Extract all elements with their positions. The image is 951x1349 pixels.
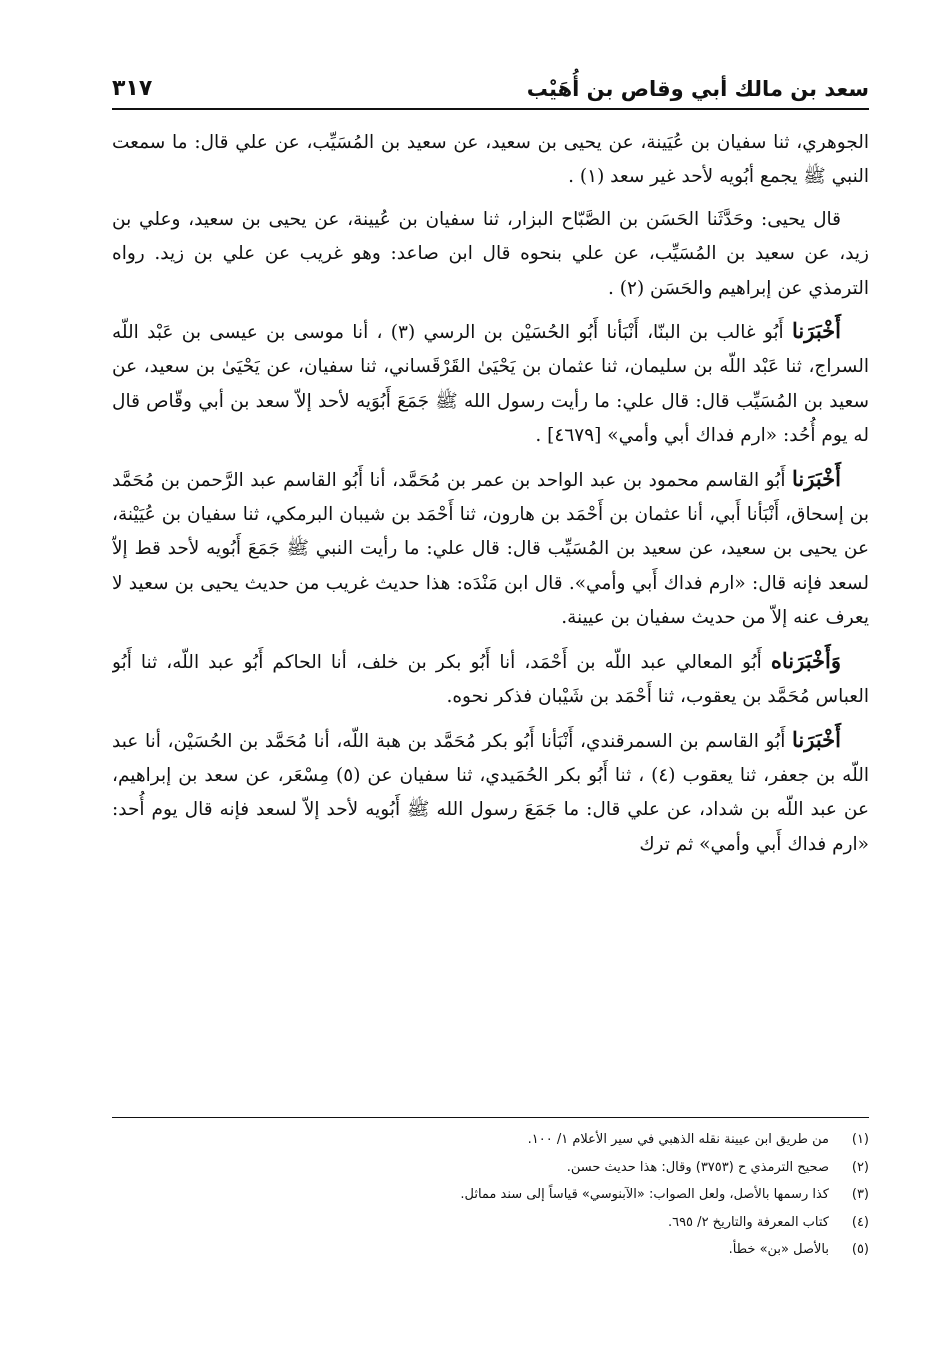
paragraph: [112, 723, 869, 863]
page-number: ٣١٧: [112, 76, 153, 101]
footnote: [112, 1181, 869, 1209]
paragraph-text: أَبُو القاسم محمود بن عبد الواحد بن عمر بن مُحَمَّد، أنا أَبُو القاسم عبد الرَّحمن بن مُحَمَّد بن إسحاق، أَنْبَأنا أَبي، أنا عثمان بن أَحْمَد بن هارون، ثنا أَحْمَد بن شيبان البرمكي، ثنا سفيان بن عُيَيْنة، عن يحيى بن سعيد، عن سعيد بن المُسَيِّب قال: قال علي: ما رأيت النبي ﷺ جَمَعَ أَبُويه لأحد قط إلاّ لسعد فإنه قال: «ارم فداك أَبي وأمي». قال ابن مَنْدَه: هذا حديث غريب من حديث يحيى بن سعيد لا يعرف عنه إلاّ من حديث سفيان بن عيينة.: [112, 469, 869, 629]
running-title: سعد بن مالك أبي وقاص بن أُهَيْب: [526, 77, 869, 101]
footnotes: [112, 1126, 869, 1286]
footnote-text: كذا رسمها بالأصل، ولعل الصواب: «الآبنوسي» قياساً إلى سند مماثل.: [460, 1187, 829, 1202]
footnote-text: من طريق ابن عيينة نقله الذهبي في سير الأعلام ١/ ١٠٠.: [527, 1132, 829, 1147]
page-header: [112, 62, 869, 104]
paragraph: [112, 126, 869, 195]
footnote-number: (٥): [851, 1242, 869, 1257]
paragraph: [112, 203, 869, 306]
paragraph-text: قال يحيى: وحَدَّثَنا الحَسَن بن الصَّبّاح البزار، ثنا سفيان بن عُيينة، عن يحيى بن سعيد، وعلي بن زيد، عن سعيد بن المُسَيِّب، عن علي بنحوه قال ابن صاعد: وهو غريب عن علي بن زيد. رواه الترمذي عن إبراهيم والحَسَن (٢) .: [112, 208, 869, 299]
footnote-text: كتاب المعرفة والتاريخ ٢/ ٦٩٥.: [667, 1214, 829, 1230]
paragraph-lead: أَخْبَرَنا: [792, 726, 841, 752]
footnote-rule: [112, 1117, 869, 1118]
paragraph: [112, 462, 869, 636]
footnote-text: بالأصل «بن» خطأ.: [728, 1242, 829, 1257]
paragraph: [112, 314, 869, 454]
footnote-number: (٤): [851, 1214, 869, 1230]
footnote-number: (١): [851, 1132, 869, 1147]
main-text: [112, 126, 869, 1110]
paragraph-text: أَبُو المعالي عبد اللّه بن أَحْمَد، أنا أَبُو بكر بن خلف، أنا الحاكم أَبُو عبد اللّه، ثنا أَبُو العباس مُحَمَّد بن يعقوب، ثنا أَحْمَد بن شَيْبان فذكر نحوه.: [112, 651, 869, 708]
paragraph-lead: وَأَخْبَرَناه: [770, 647, 841, 673]
footnote: [112, 1236, 869, 1264]
paragraph-text: أَبُو القاسم بن السمرقندي، أَنْبَأنا أَبُو بكر مُحَمَّد بن هبة اللّه، أنا مُحَمَّد بن الحُسَيْن، أنا عبد اللّه بن جعفر، ثنا يعقوب (٤) ، ثنا أَبُو بكر الحُمَيدي، ثنا سفيان عن (٥) مِسْعَر، عن سعد بن إبراهيم، عن عبد اللّه بن شداد، عن علي قال: ما جَمَعَ رسول الله ﷺ أَبُويه لأحد إلاّ لسعد فإنه قال يوم أُحد: «ارم فداك أَبي وأمي» ثم ترك: [112, 730, 869, 855]
paragraph-lead: أَخْبَرَنا: [792, 465, 841, 491]
paragraph-text: أَبُو غالب بن البنّا، أَنْبَأنا أَبُو الحُسَيْن بن الرسي (٣) ، أنا موسى بن عيسى بن عَبْد اللّه السراج، ثنا عَبْد اللّه بن سليمان، ثنا عثمان بن يَحْيَىٰ القَرْقَساني، ثنا سفيان، عن يَحْيَىٰ بن سعيد، عن سعيد بن المُسَيِّب قال: قال علي: ما رأيت رسول الله ﷺ جَمَعَ أَبُوَيه لأحد إلاّ سعد بن أبي وقّاص قال له يوم أُحُد: «ارم فداك أبي وأمي» [٤٦٧٩] .: [112, 322, 869, 447]
footnote: [112, 1126, 869, 1154]
paragraph-text: الجوهري، ثنا سفيان بن عُيَينة، عن يحيى بن سعيد، عن سعيد بن المُسَيِّب، عن علي قال: ما سمعت النبي ﷺ يجمع أبُويه لأحد غير سعد (١) .: [112, 132, 869, 188]
footnote-text: صحيح الترمذي ح (٣٧٥٣) وقال: هذا حديث حسن.: [566, 1159, 829, 1175]
footnote: [112, 1209, 869, 1237]
header-rule: [112, 108, 869, 110]
footnote: [112, 1154, 869, 1182]
paragraph-lead: أَخْبَرَنا: [792, 318, 841, 344]
footnote-number: (٣): [851, 1187, 869, 1202]
paragraph: [112, 644, 869, 715]
footnote-number: (٢): [851, 1159, 869, 1175]
